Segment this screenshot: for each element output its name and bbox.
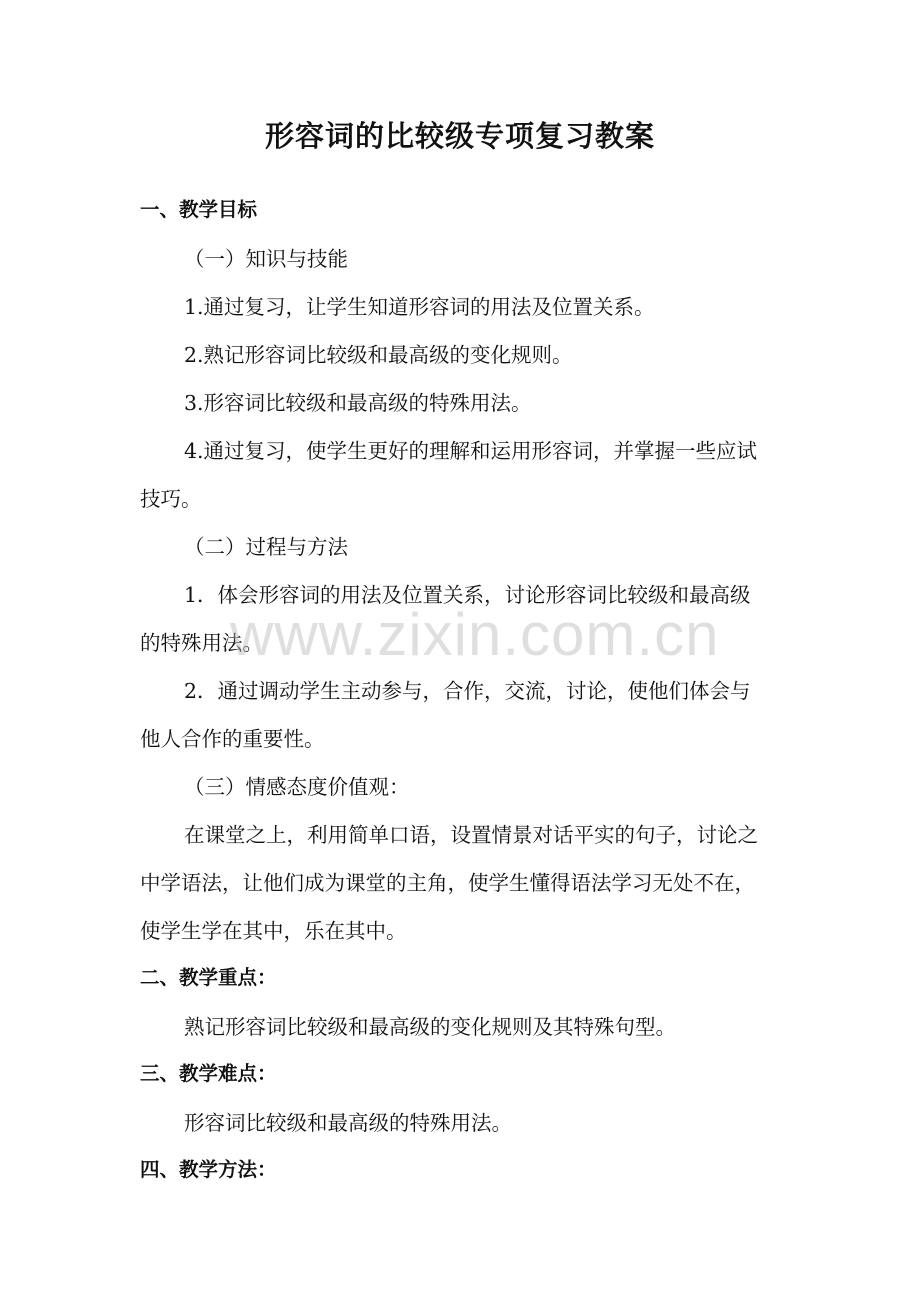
paragraph-line: 中学语法，让他们成为课堂的主角，使学生懂得语法学习无处不在，	[140, 871, 755, 895]
section-heading-methods: 四、教学方法：	[140, 1158, 277, 1181]
paragraph-line: 在课堂之上，利用简单口语，设置情景对话平实的句子，讨论之	[184, 823, 758, 847]
paragraph-line: 3.形容词比较级和最高级的特殊用法。	[184, 391, 532, 415]
paragraph-line: 熟记形容词比较级和最高级的变化规则及其特殊句型。	[184, 1015, 676, 1039]
subsection-knowledge-skills: （一）知识与技能	[184, 247, 348, 271]
paragraph-line: 形容词比较级和最高级的特殊用法。	[184, 1111, 512, 1135]
section-heading-key-points: 二、教学重点：	[140, 966, 277, 989]
subsection-process-method: （二）过程与方法	[184, 535, 348, 559]
document-title: 形容词的比较级专项复习教案	[264, 119, 655, 153]
paragraph-line: 使学生学在其中，乐在其中。	[140, 919, 407, 943]
paragraph-line: 1．体会形容词的用法及位置关系，讨论形容词比较级和最高级	[184, 583, 751, 607]
paragraph-line: 1.通过复习，让学生知道形容词的用法及位置关系。	[184, 295, 655, 319]
subsection-attitudes-values: （三）情感态度价值观：	[184, 775, 410, 799]
paragraph-line: 2.熟记形容词比较级和最高级的变化规则。	[184, 343, 573, 367]
section-heading-difficulties: 三、教学难点：	[140, 1062, 277, 1085]
section-heading-objectives: 一、教学目标	[140, 198, 258, 221]
paragraph-line: 2．通过调动学生主动参与，合作，交流，讨论，使他们体会与	[184, 679, 751, 703]
paragraph-line: 他人合作的重要性。	[140, 727, 325, 751]
paragraph-line: 技巧。	[140, 487, 202, 511]
watermark: www.zixin.com.cn	[230, 601, 720, 668]
paragraph-line: 4.通过复习，使学生更好的理解和运用形容词，并掌握一些应试	[184, 439, 758, 463]
paragraph-line: 的特殊用法。	[140, 631, 263, 655]
